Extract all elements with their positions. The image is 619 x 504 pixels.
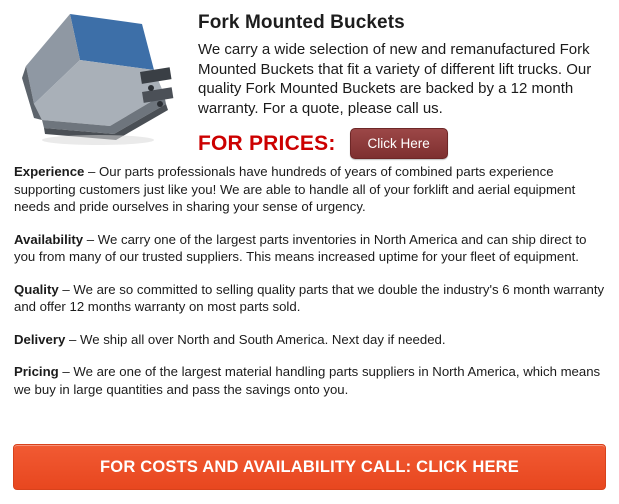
feature-text: – We carry one of the largest parts inventories in North America and can ship direct to you from many of our trusted suppliers. This means increased uptime for your fleet of equipment.: [14, 231, 587, 264]
feature-text: – Our parts professionals have hundreds of years of combined parts experience supporting customers just like you! We are able to handle all of your forklift and aerial equipment needs and pride ourselves in sharing your sense of urgency.: [14, 164, 576, 214]
features-list: [0, 159, 619, 398]
product-header: [0, 0, 619, 159]
prices-row: [198, 128, 605, 159]
feature-label: Availability: [14, 231, 84, 247]
feature-delivery: [14, 331, 605, 349]
feature-label: Pricing: [14, 364, 59, 379]
feature-availability: [14, 231, 605, 266]
feature-experience: [14, 163, 605, 216]
for-prices-label: FOR PRICES:: [198, 131, 336, 155]
feature-pricing: [14, 363, 605, 398]
fork-mounted-bucket-icon: [14, 8, 192, 150]
feature-label: Quality: [14, 281, 59, 297]
feature-quality: [14, 281, 605, 316]
feature-label: Experience: [14, 164, 85, 179]
feature-label: Delivery: [14, 331, 66, 347]
product-image: [14, 8, 192, 150]
cta-call-button[interactable]: FOR COSTS AND AVAILABILITY CALL: CLICK HERE: [13, 444, 606, 490]
click-here-button[interactable]: Click Here: [350, 128, 448, 159]
feature-text: – We are one of the largest material handling parts suppliers in North America, which means we buy in large quantities and pass the savings onto you.: [14, 364, 601, 397]
product-description: We carry a wide selection of new and remanufactured Fork Mounted Buckets that fit a variety of different lift trucks. Our quality Fork Mounted Buckets are backed by a 12 month warranty. For a quote, please call us.: [198, 41, 592, 117]
feature-text: – We are so committed to selling quality parts that we double the industry's 6 month warranty and offer 12 months warranty on most parts sold.: [14, 281, 605, 314]
page-title: Fork Mounted Buckets: [198, 12, 405, 33]
feature-text: – We ship all over North and South America. Next day if needed.: [65, 331, 446, 347]
